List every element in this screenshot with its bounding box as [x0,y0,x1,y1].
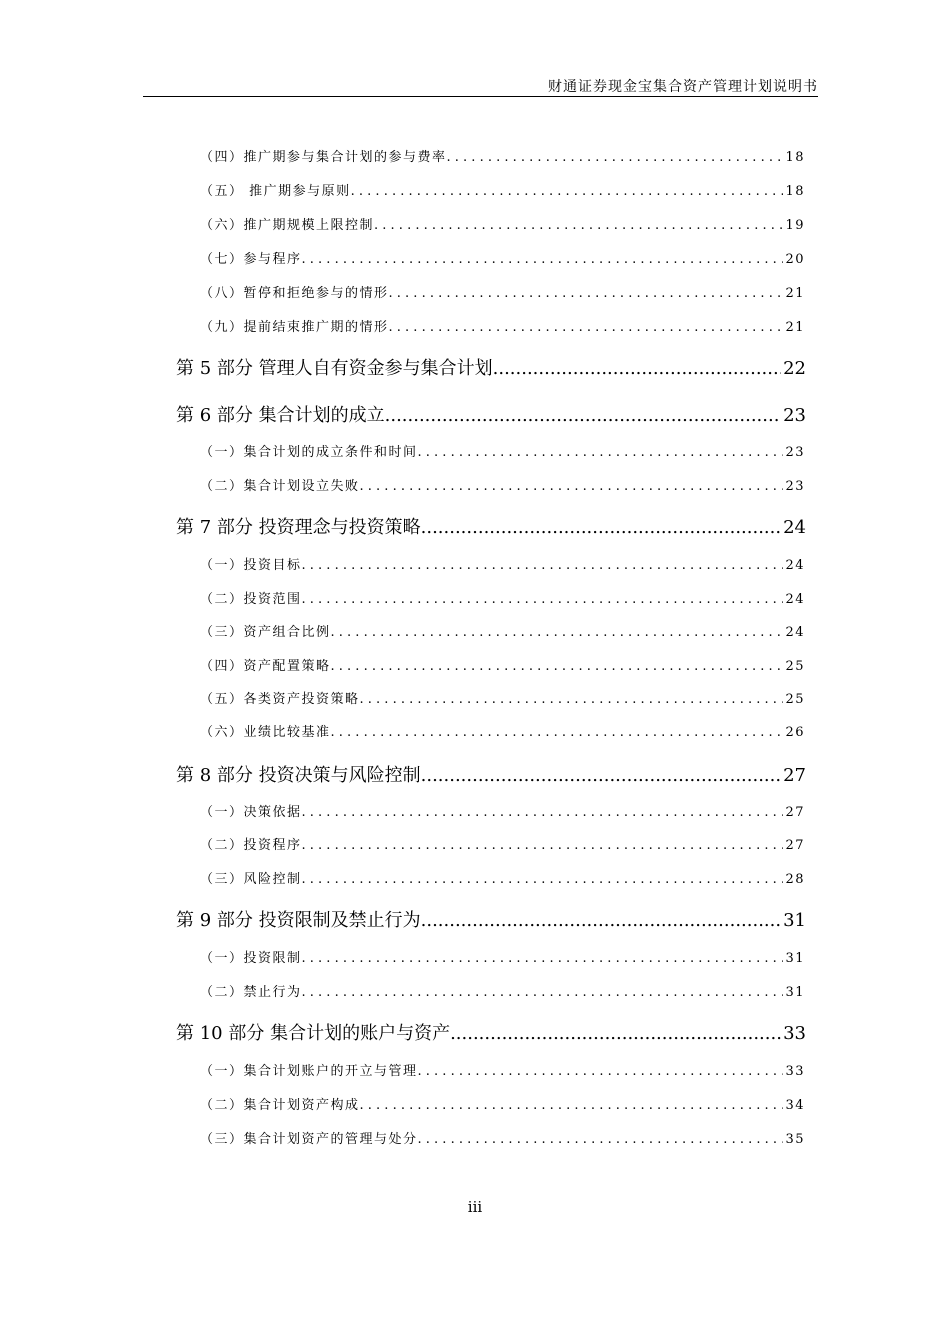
dot-leader [447,150,784,165]
toc-entry-label: （一）投资限制 [200,951,302,966]
toc-entry-label: （五）各类资产投资策略 [200,692,360,707]
running-header: 财通证券现金宝集合资产管理计划说明书 [548,79,818,95]
toc-chapter-entry[interactable] [176,354,806,380]
toc-entry-page-number: 27 [785,805,805,820]
toc-section-entry[interactable] [200,214,805,233]
toc-entry-label: （一）集合计划账户的开立与管理 [200,1064,418,1079]
toc-section-entry[interactable] [200,588,805,607]
dot-leader [374,218,783,233]
toc-entry-label: （三）集合计划资产的管理与处分 [200,1132,418,1147]
toc-entry-page-number: 34 [785,1098,805,1113]
toc-entry-label: （六）推广期规模上限控制 [200,218,375,233]
toc-entry-page-number: 33 [783,1023,806,1044]
dot-leader [493,358,781,379]
toc-entry-page-number: 27 [783,765,806,786]
dot-leader [302,252,784,267]
dot-leader [331,725,784,740]
toc-section-entry[interactable] [200,621,805,640]
toc-entry-page-number: 31 [783,910,806,931]
toc-entry-page-number: 35 [785,1132,805,1147]
toc-entry-label: （二）投资范围 [200,592,302,607]
toc-chapter-entry[interactable] [176,513,806,539]
toc-entry-label: （七）参与程序 [200,252,302,267]
toc-entry-page-number: 18 [785,150,805,165]
dot-leader [302,951,784,966]
toc-entry-page-number: 22 [783,358,806,379]
toc-entry-label: （一）集合计划的成立条件和时间 [200,445,418,460]
toc-entry-label: （二）集合计划设立失败 [200,479,360,494]
dot-leader [389,320,784,335]
dot-leader [302,872,784,887]
toc-section-entry[interactable] [200,1060,805,1079]
dot-leader [450,1023,781,1044]
toc-entry-label: （二）集合计划资产构成 [200,1098,360,1113]
dot-leader [331,659,784,674]
toc-entry-label: （三）风险控制 [200,872,302,887]
dot-leader [418,445,784,460]
toc-entry-page-number: 23 [785,479,805,494]
toc-entry-label: 第 10 部分 集合计划的账户与资产 [176,1023,451,1044]
toc-entry-label: （二）禁止行为 [200,985,302,1000]
toc-section-entry[interactable] [200,282,805,301]
dot-leader [418,1132,784,1147]
toc-entry-page-number: 24 [783,517,806,538]
dot-leader [302,805,784,820]
toc-entry-label: 第 9 部分 投资限制及禁止行为 [176,910,421,931]
toc-section-entry[interactable] [200,441,805,460]
dot-leader [360,1098,784,1113]
toc-section-entry[interactable] [200,316,805,335]
dot-leader [421,910,781,931]
toc-entry-label: （四）资产配置策略 [200,659,331,674]
toc-section-entry[interactable] [200,801,805,820]
toc-entry-label: （二）投资程序 [200,838,302,853]
toc-entry-page-number: 23 [783,405,806,426]
toc-entry-label: （四）推广期参与集合计划的参与费率 [200,150,447,165]
dot-leader [302,985,784,1000]
toc-entry-page-number: 27 [785,838,805,853]
toc-entry-label: （一）决策依据 [200,805,302,820]
toc-entry-label: 第 8 部分 投资决策与风险控制 [176,765,421,786]
toc-entry-page-number: 24 [785,625,805,640]
toc-entry-page-number: 25 [785,692,805,707]
toc-entry-page-number: 25 [785,659,805,674]
toc-entry-page-number: 26 [785,725,805,740]
toc-entry-page-number: 33 [785,1064,805,1079]
toc-entry-label: （三）资产组合比例 [200,625,331,640]
toc-entry-page-number: 19 [785,218,805,233]
toc-section-entry[interactable] [200,947,805,966]
toc-entry-label: （九）提前结束推广期的情形 [200,320,389,335]
toc-entry-label: 第 7 部分 投资理念与投资策略 [176,517,421,538]
toc-section-entry[interactable] [200,180,805,199]
toc-entry-page-number: 20 [785,252,805,267]
toc-section-entry[interactable] [200,475,805,494]
toc-section-entry[interactable] [200,554,805,573]
toc-entry-page-number: 23 [785,445,805,460]
dot-leader [421,517,781,538]
toc-entry-page-number: 31 [785,985,805,1000]
toc-entry-page-number: 21 [785,286,805,301]
toc-entry-label: （一）投资目标 [200,558,302,573]
toc-chapter-entry[interactable] [176,401,806,427]
toc-section-entry[interactable] [200,868,805,887]
toc-section-entry[interactable] [200,721,805,740]
dot-leader [389,286,784,301]
toc-section-entry[interactable] [200,655,805,674]
dot-leader [351,184,784,199]
toc-entry-page-number: 21 [785,320,805,335]
page-number: iii [467,1198,483,1216]
toc-section-entry[interactable] [200,1094,805,1113]
dot-leader [418,1064,784,1079]
toc-entry-page-number: 28 [785,872,805,887]
dot-leader [360,692,784,707]
dot-leader [421,765,781,786]
toc-chapter-entry[interactable] [176,761,806,787]
dot-leader [360,479,784,494]
dot-leader [302,558,784,573]
toc-section-entry[interactable] [200,981,805,1000]
toc-entry-page-number: 24 [785,592,805,607]
toc-entry-label: 第 6 部分 集合计划的成立 [176,405,385,426]
dot-leader [302,592,784,607]
toc-section-entry[interactable] [200,146,805,165]
dot-leader [331,625,784,640]
toc-entry-page-number: 31 [785,951,805,966]
toc-chapter-entry[interactable] [176,1019,806,1045]
toc-section-entry[interactable] [200,1128,805,1147]
toc-section-entry[interactable] [200,688,805,707]
toc-entry-label: （五） 推广期参与原则 [200,184,351,199]
toc-section-entry[interactable] [200,248,805,267]
toc-entry-label: 第 5 部分 管理人自有资金参与集合计划 [176,358,493,379]
toc-section-entry[interactable] [200,834,805,853]
toc-entry-label: （八）暂停和拒绝参与的情形 [200,286,389,301]
toc-entry-label: （六）业绩比较基准 [200,725,331,740]
dot-leader [385,405,781,426]
toc-entry-page-number: 24 [785,558,805,573]
toc-entry-page-number: 18 [785,184,805,199]
toc-chapter-entry[interactable] [176,906,806,932]
dot-leader [302,838,784,853]
